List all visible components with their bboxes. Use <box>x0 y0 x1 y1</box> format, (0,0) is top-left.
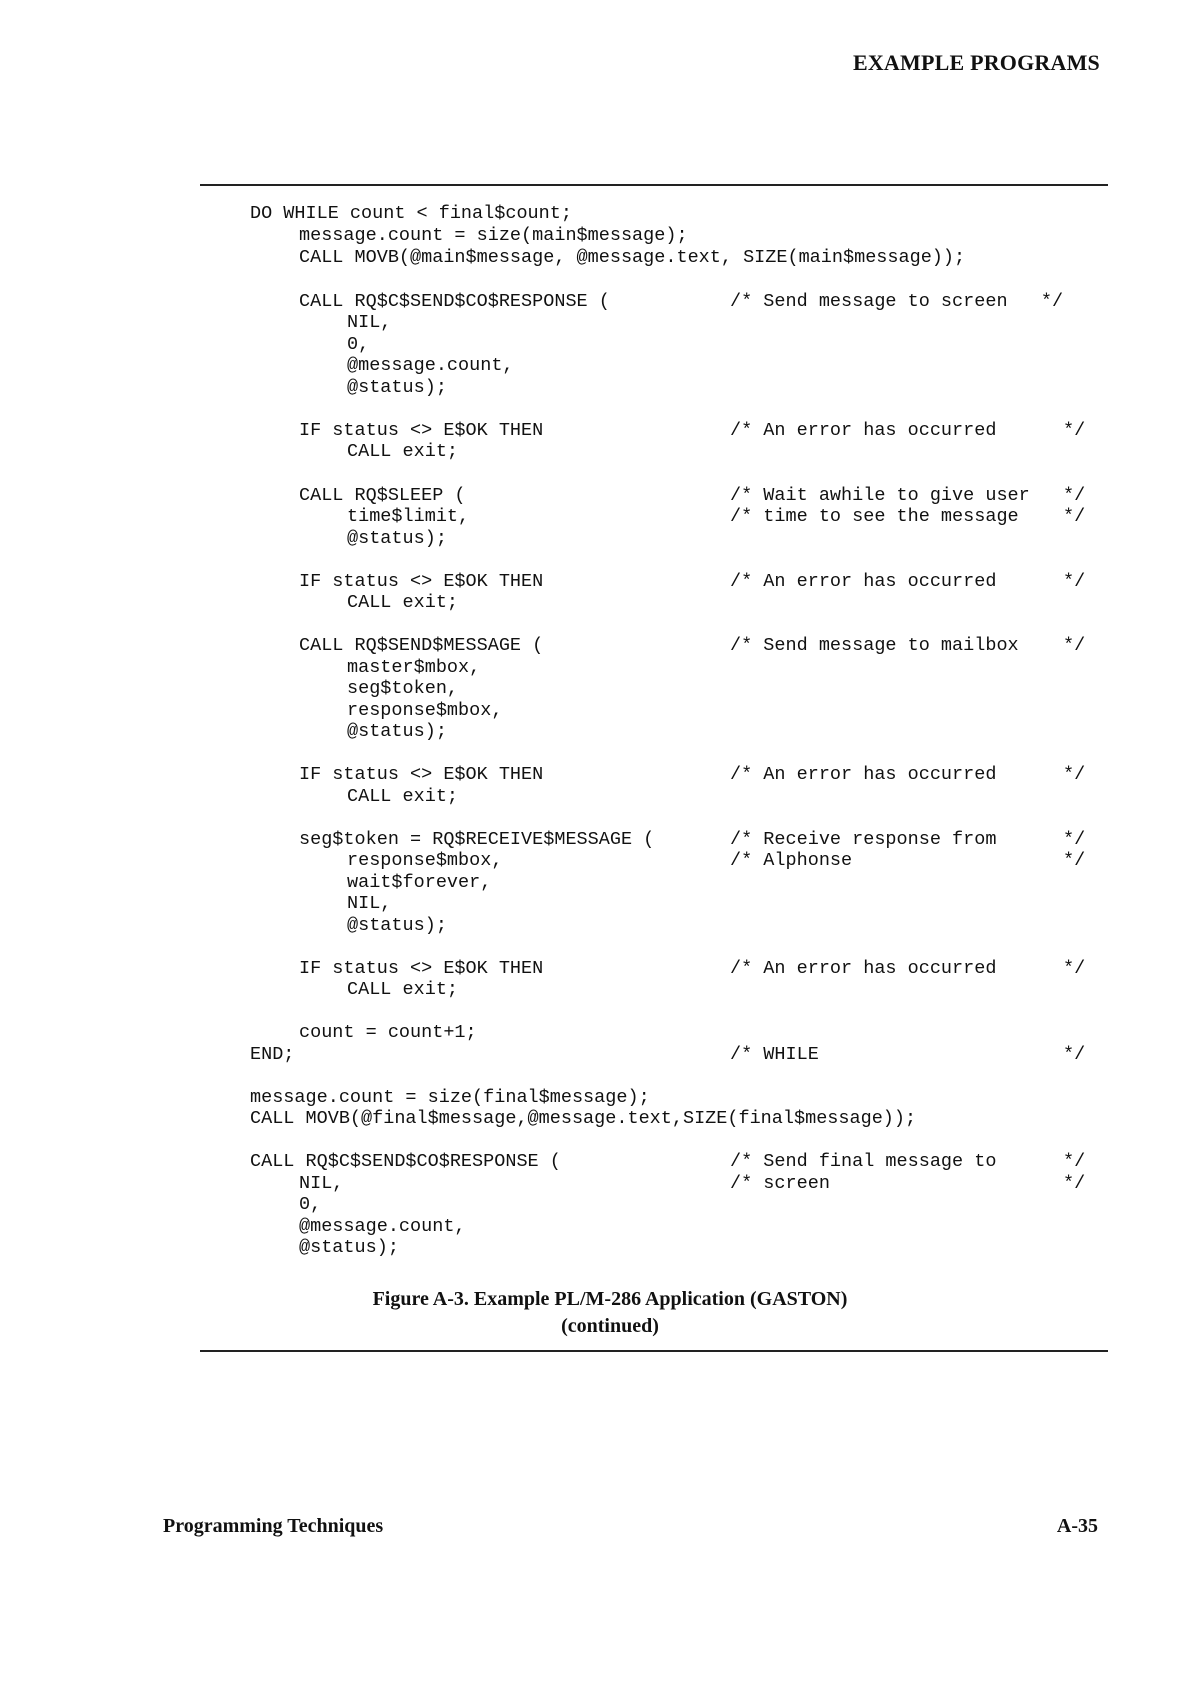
code-comment: /* An error has occurred */ <box>730 571 1086 592</box>
code-line: wait$forever, <box>347 872 492 893</box>
code-line: @message.count, <box>347 355 514 376</box>
running-header: EXAMPLE PROGRAMS <box>852 50 1100 75</box>
code-line: IF status <> E$OK THEN <box>299 420 544 441</box>
code-line: IF status <> E$OK THEN <box>299 764 544 785</box>
code-comment: /* An error has occurred */ <box>730 764 1086 785</box>
code-comment: /* Send message to mailbox */ <box>730 635 1086 656</box>
code-line: CALL RQ$SLEEP ( <box>299 485 466 506</box>
code-line: CALL exit; <box>347 979 459 1000</box>
code-line: seg$token = RQ$RECEIVE$MESSAGE ( <box>299 829 655 850</box>
code-line: CALL MOVB(@main$message, @message.text, SIZE(main$message)); <box>299 247 966 268</box>
code-line: @message.count, <box>299 1216 466 1237</box>
code-line: END; <box>250 1044 295 1065</box>
code-comment: /* An error has occurred */ <box>730 958 1086 979</box>
code-line: seg$token, <box>347 678 459 699</box>
code-line: @status); <box>347 377 447 398</box>
code-comment: /* An error has occurred */ <box>730 420 1086 441</box>
code-line: response$mbox, <box>347 850 503 871</box>
code-line: @status); <box>299 1237 399 1258</box>
code-comment: /* Wait awhile to give user */ <box>730 485 1086 506</box>
code-line: @status); <box>347 915 447 936</box>
code-comment: /* Send message to screen */ <box>730 291 1064 312</box>
code-line: @status); <box>347 721 447 742</box>
code-line: CALL exit; <box>347 592 459 613</box>
code-line: count = count+1; <box>299 1022 477 1043</box>
code-comment: /* Alphonse */ <box>730 850 1086 871</box>
code-comment: /* WHILE */ <box>730 1044 1086 1065</box>
code-line: CALL exit; <box>347 786 459 807</box>
code-line: CALL RQ$C$SEND$CO$RESPONSE ( <box>250 1151 561 1172</box>
code-line: CALL exit; <box>347 441 459 462</box>
code-line: NIL, <box>347 312 392 333</box>
code-line: @status); <box>347 528 447 549</box>
code-line: 0, <box>347 334 370 355</box>
code-line: DO WHILE count < final$count; <box>250 203 572 224</box>
figure-caption: Figure A-3. Example PL/M-286 Application (GASTON) <box>372 1288 848 1310</box>
code-line: time$limit, <box>347 506 470 527</box>
code-line: CALL RQ$SEND$MESSAGE ( <box>299 635 544 656</box>
code-comment: /* Send final message to */ <box>730 1151 1086 1172</box>
code-line: CALL RQ$C$SEND$CO$RESPONSE ( <box>299 291 610 312</box>
figure-caption-continued: (continued) <box>561 1315 659 1337</box>
bottom-divider <box>200 1350 1108 1352</box>
code-line: message.count = size(main$message); <box>299 225 688 246</box>
code-line: message.count = size(final$message); <box>250 1087 650 1108</box>
code-line: response$mbox, <box>347 700 503 721</box>
code-line: NIL, <box>299 1173 344 1194</box>
code-line: IF status <> E$OK THEN <box>299 958 544 979</box>
code-line: NIL, <box>347 893 392 914</box>
code-line: IF status <> E$OK THEN <box>299 571 544 592</box>
page-number: A-35 <box>1056 1515 1098 1537</box>
code-comment: /* Receive response from */ <box>730 829 1086 850</box>
code-comment: /* screen */ <box>730 1173 1086 1194</box>
code-line: master$mbox, <box>347 657 481 678</box>
footer-section-title: Programming Techniques <box>163 1515 384 1537</box>
code-comment: /* time to see the message */ <box>730 506 1086 527</box>
code-line: 0, <box>299 1194 322 1215</box>
code-line: CALL MOVB(@final$message,@message.text,SIZE(final$message)); <box>250 1108 917 1129</box>
